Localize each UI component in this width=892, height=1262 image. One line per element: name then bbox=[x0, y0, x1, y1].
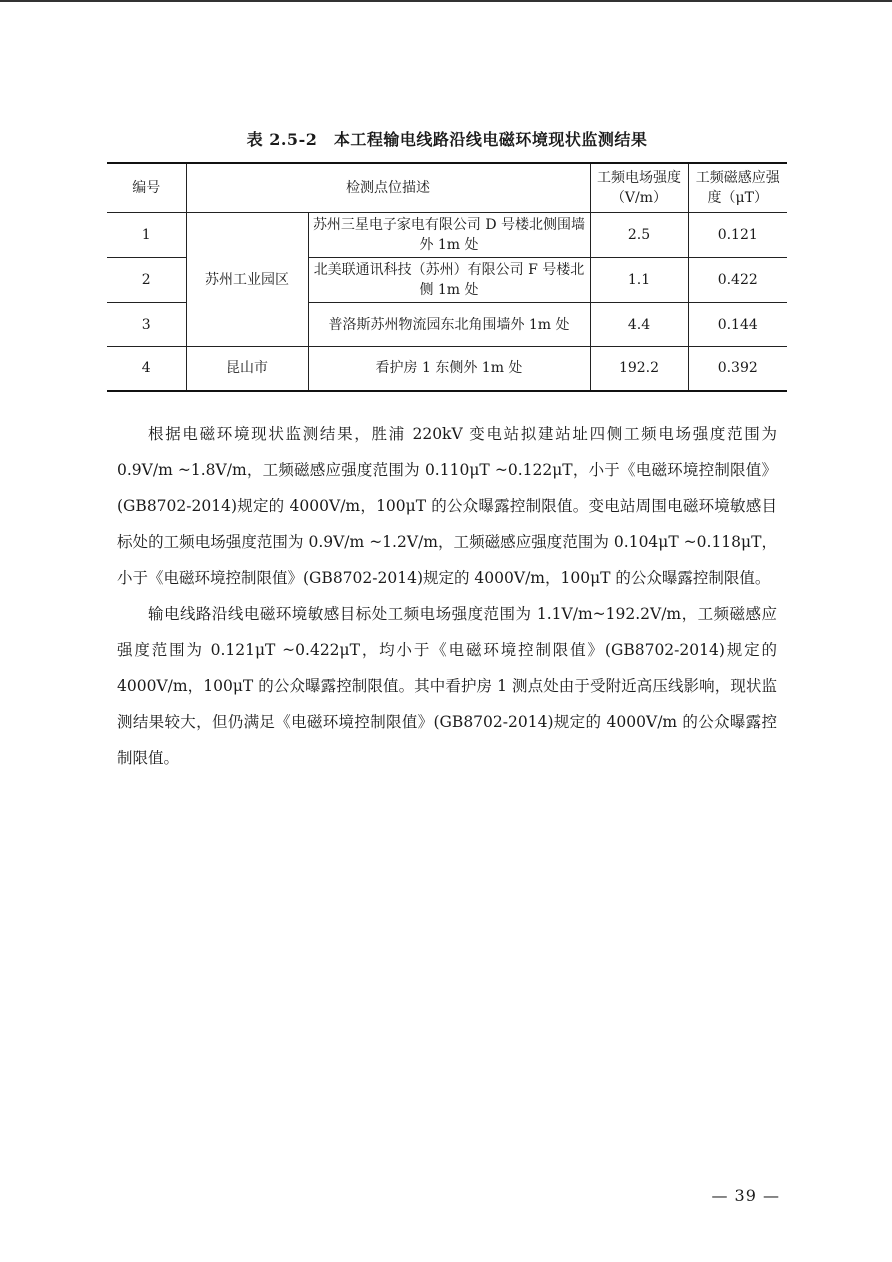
cell-efield: 4.4 bbox=[590, 303, 688, 347]
header-efield: 工频电场强度（V/m） bbox=[590, 163, 688, 213]
table-row bbox=[107, 347, 787, 391]
cell-efield: 2.5 bbox=[590, 213, 688, 258]
cell-no: 2 bbox=[107, 258, 186, 303]
cell-region: 昆山市 bbox=[186, 347, 308, 391]
cell-region: 苏州工业园区 bbox=[186, 213, 308, 347]
cell-mfield: 0.392 bbox=[688, 347, 787, 391]
cell-desc: 普洛斯苏州物流园东北角围墙外 1m 处 bbox=[308, 303, 590, 347]
monitoring-results-table bbox=[107, 162, 787, 392]
page-number: — 39 — bbox=[711, 1186, 780, 1205]
paragraph-substation: 根据电磁环境现状监测结果，胜浦 220kV 变电站拟建站址四侧工频电场强度范围为 0.9V/m ~1.8V/m，工频磁感应强度范围为 0.110μT ~0.122μT，小于《电磁环境控制限值》(GB8702-2014)规定的 4000V/m，100μT 的公众曝露控制限值。变电站周围电磁环境敏感目标处的工频电场强度范围为 0.9V/m ~1.2V/m，工频磁感应强度范围为 0.104μT ~0.118μT，小于《电磁环境控制限值》(GB8702-2014)规定的 4000V/m，100μT 的公众曝露控制限值。 bbox=[117, 425, 777, 587]
table-row bbox=[107, 213, 787, 258]
cell-desc: 看护房 1 东侧外 1m 处 bbox=[308, 347, 590, 391]
paragraph-transmission-line: 输电线路沿线电磁环境敏感目标处工频电场强度范围为 1.1V/m~192.2V/m，工频磁感应强度范围为 0.121μT ~0.422μT，均小于《电磁环境控制限值》(GB8702-2014)规定的 4000V/m，100μT 的公众曝露控制限值。其中看护房 1 测点处由于受附近高压线影响，现状监测结果较大，但仍满足《电磁环境控制限值》(GB8702-2014)规定的 4000V/m 的公众曝露控制限值。 bbox=[117, 605, 777, 767]
cell-mfield: 0.144 bbox=[688, 303, 787, 347]
header-desc: 检测点位描述 bbox=[186, 163, 590, 213]
header-mfield: 工频磁感应强度（μT） bbox=[688, 163, 787, 213]
cell-no: 1 bbox=[107, 213, 186, 258]
cell-efield: 192.2 bbox=[590, 347, 688, 391]
cell-no: 3 bbox=[107, 303, 186, 347]
cell-desc: 苏州三星电子家电有限公司 D 号楼北侧围墙外 1m 处 bbox=[308, 213, 590, 258]
top-border-line bbox=[0, 0, 892, 2]
cell-desc: 北美联通讯科技（苏州）有限公司 F 号楼北侧 1m 处 bbox=[308, 258, 590, 303]
body-text bbox=[117, 416, 777, 776]
cell-no: 4 bbox=[107, 347, 186, 391]
table-header-row bbox=[107, 163, 787, 213]
cell-efield: 1.1 bbox=[590, 258, 688, 303]
cell-mfield: 0.121 bbox=[688, 213, 787, 258]
cell-mfield: 0.422 bbox=[688, 258, 787, 303]
header-no: 编号 bbox=[107, 163, 186, 213]
table-caption: 表 2.5-2 本工程输电线路沿线电磁环境现状监测结果 bbox=[246, 130, 648, 149]
